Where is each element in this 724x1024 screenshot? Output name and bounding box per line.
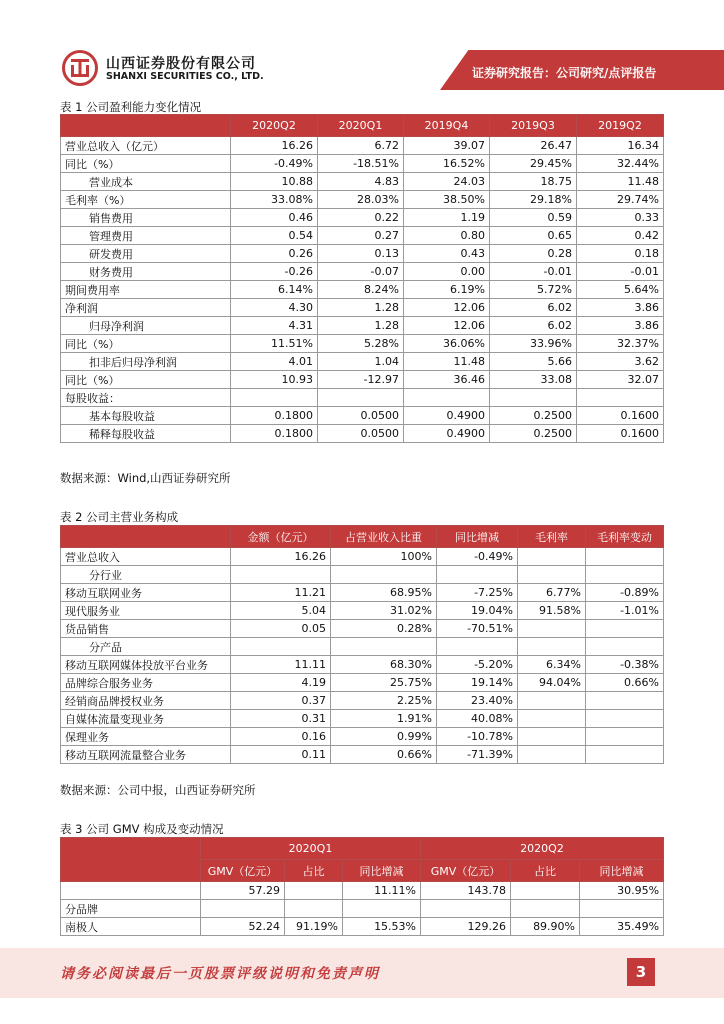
cell-value	[586, 620, 664, 638]
cell-value: 0.46	[231, 209, 318, 227]
cell-value: -0.07	[318, 263, 404, 281]
cell-value: -0.01	[577, 263, 664, 281]
row-label: 货品销售	[61, 620, 231, 638]
row-label: 同比（%）	[61, 335, 231, 353]
cell-value: 5.66	[490, 353, 577, 371]
table-row	[61, 371, 664, 389]
row-label: 分品牌	[61, 900, 201, 918]
cell-value: 12.06	[404, 299, 490, 317]
cell-value: 32.44%	[577, 155, 664, 173]
cell-value: 30.95%	[580, 882, 664, 900]
cell-value: 12.06	[404, 317, 490, 335]
cell-value: 29.45%	[490, 155, 577, 173]
cell-value: 6.02	[490, 299, 577, 317]
row-label: 销售费用	[61, 209, 231, 227]
row-label: 分产品	[61, 638, 231, 656]
cell-value: 0.4900	[404, 425, 490, 443]
table-row	[61, 245, 664, 263]
cell-value	[577, 389, 664, 407]
cell-value	[518, 710, 586, 728]
cell-value: 31.02%	[331, 602, 437, 620]
cell-value	[490, 389, 577, 407]
cell-value: 0.2500	[490, 425, 577, 443]
table-row	[61, 191, 664, 209]
cell-value: 0.37	[231, 692, 331, 710]
disclaimer-text: 请务必阅读最后一页股票评级说明和免责声明	[60, 966, 380, 982]
row-label: 同比（%）	[61, 371, 231, 389]
cell-value: 35.49%	[580, 918, 664, 936]
cell-value	[586, 710, 664, 728]
cell-value: 0.42	[577, 227, 664, 245]
cell-value	[586, 548, 664, 566]
cell-value: 94.04%	[518, 674, 586, 692]
cell-value	[586, 728, 664, 746]
cell-value: 0.18	[577, 245, 664, 263]
cell-value: -0.38%	[586, 656, 664, 674]
table-row	[61, 746, 664, 764]
row-label: 每股收益：	[61, 389, 231, 407]
table1-corner	[61, 115, 231, 137]
cell-value	[586, 638, 664, 656]
table1-col-header: 2019Q4	[404, 115, 490, 137]
cell-value	[586, 566, 664, 584]
cell-value	[421, 900, 511, 918]
table-row	[61, 710, 664, 728]
cell-value: 6.19%	[404, 281, 490, 299]
cell-value	[580, 900, 664, 918]
table-row	[61, 155, 664, 173]
row-label: 财务费用	[61, 263, 231, 281]
table-row	[61, 335, 664, 353]
table-row	[61, 566, 664, 584]
cell-value: 33.08	[490, 371, 577, 389]
cell-value: 5.72%	[490, 281, 577, 299]
company-name-cn: 山西证券股份有限公司	[106, 56, 256, 72]
row-label: 移动互联网业务	[61, 584, 231, 602]
cell-value: 11.48	[577, 173, 664, 191]
cell-value: 0.54	[231, 227, 318, 245]
table3-period-header: 2020Q2	[421, 838, 664, 860]
row-label: 稀释每股收益	[61, 425, 231, 443]
cell-value	[586, 692, 664, 710]
table-row	[61, 692, 664, 710]
table1-col-header: 2020Q2	[231, 115, 318, 137]
cell-value: 6.77%	[518, 584, 586, 602]
table-row	[61, 407, 664, 425]
cell-value: 28.03%	[318, 191, 404, 209]
cell-value: 4.19	[231, 674, 331, 692]
cell-value: 0.66%	[331, 746, 437, 764]
table3-subcol-header: 同比增减	[343, 860, 421, 882]
cell-value: 6.14%	[231, 281, 318, 299]
cell-value: 0.0500	[318, 425, 404, 443]
cell-value: 4.31	[231, 317, 318, 335]
table3-subcol-header: GMV（亿元）	[421, 860, 511, 882]
cell-value: 16.52%	[404, 155, 490, 173]
cell-value: 4.01	[231, 353, 318, 371]
cell-value: 23.40%	[437, 692, 518, 710]
cell-value	[437, 638, 518, 656]
table3-subcol-header: 同比增减	[580, 860, 664, 882]
table3-period-header: 2020Q1	[201, 838, 421, 860]
row-label: 自媒体流量变现业务	[61, 710, 231, 728]
cell-value: -71.39%	[437, 746, 518, 764]
table-row	[61, 620, 664, 638]
table-row	[61, 638, 664, 656]
table-row	[61, 137, 664, 155]
cell-value: 0.66%	[586, 674, 664, 692]
cell-value: 0.1600	[577, 407, 664, 425]
cell-value: 6.72	[318, 137, 404, 155]
table-row	[61, 389, 664, 407]
cell-value: 40.08%	[437, 710, 518, 728]
cell-value: 29.18%	[490, 191, 577, 209]
gmv-table	[60, 837, 664, 936]
cell-value: 6.34%	[518, 656, 586, 674]
table2-col-header: 同比增减	[437, 526, 518, 548]
cell-value: 0.33	[577, 209, 664, 227]
cell-value: 19.04%	[437, 602, 518, 620]
cell-value: 32.07	[577, 371, 664, 389]
table1-header-row	[61, 115, 664, 137]
table-row	[61, 425, 664, 443]
row-label: 南极人	[61, 918, 201, 936]
cell-value: -18.51%	[318, 155, 404, 173]
cell-value	[518, 638, 586, 656]
cell-value: 1.28	[318, 317, 404, 335]
cell-value: 25.75%	[331, 674, 437, 692]
cell-value: 1.91%	[331, 710, 437, 728]
cell-value: -1.01%	[586, 602, 664, 620]
cell-value	[518, 692, 586, 710]
cell-value	[285, 882, 343, 900]
cell-value: 32.37%	[577, 335, 664, 353]
table-row	[61, 656, 664, 674]
row-label: 营业总收入	[61, 548, 231, 566]
cell-value	[437, 566, 518, 584]
row-label	[61, 882, 201, 900]
table3-caption: 表 3 公司 GMV 构成及变动情况	[60, 822, 224, 836]
table2-col-header: 金额（亿元）	[231, 526, 331, 548]
cell-value: 24.03	[404, 173, 490, 191]
table-row	[61, 602, 664, 620]
cell-value: 6.02	[490, 317, 577, 335]
cell-value: 0.59	[490, 209, 577, 227]
cell-value: 26.47	[490, 137, 577, 155]
row-label: 归母净利润	[61, 317, 231, 335]
cell-value: 33.08%	[231, 191, 318, 209]
table-row	[61, 353, 664, 371]
cell-value: 0.2500	[490, 407, 577, 425]
cell-value: 129.26	[421, 918, 511, 936]
cell-value	[511, 882, 580, 900]
table-row	[61, 918, 664, 936]
cell-value: 36.06%	[404, 335, 490, 353]
cell-value: 0.65	[490, 227, 577, 245]
cell-value: 68.30%	[331, 656, 437, 674]
cell-value: 16.26	[231, 137, 318, 155]
row-label: 营业成本	[61, 173, 231, 191]
cell-value: 0.1800	[231, 407, 318, 425]
cell-value	[285, 900, 343, 918]
row-label: 扣非后归母净利润	[61, 353, 231, 371]
cell-value: 8.24%	[318, 281, 404, 299]
cell-value: 3.86	[577, 317, 664, 335]
cell-value	[231, 389, 318, 407]
table1-col-header: 2019Q2	[577, 115, 664, 137]
cell-value	[331, 566, 437, 584]
row-label: 移动互联网流量整合业务	[61, 746, 231, 764]
cell-value: 0.1600	[577, 425, 664, 443]
cell-value: 91.58%	[518, 602, 586, 620]
cell-value: 0.11	[231, 746, 331, 764]
cell-value: 33.96%	[490, 335, 577, 353]
table2-col-header: 占营业收入比重	[331, 526, 437, 548]
cell-value: 36.46	[404, 371, 490, 389]
cell-value: 4.30	[231, 299, 318, 317]
cell-value: 0.13	[318, 245, 404, 263]
cell-value: 0.05	[231, 620, 331, 638]
cell-value: -7.25%	[437, 584, 518, 602]
table-row	[61, 728, 664, 746]
cell-value: 89.90%	[511, 918, 580, 936]
table2-corner	[61, 526, 231, 548]
cell-value: 1.28	[318, 299, 404, 317]
cell-value: 11.51%	[231, 335, 318, 353]
business-composition-table	[60, 525, 664, 764]
cell-value	[511, 900, 580, 918]
table3-subcol-header: 占比	[285, 860, 343, 882]
row-label: 研发费用	[61, 245, 231, 263]
cell-value: 19.14%	[437, 674, 518, 692]
cell-value: 10.93	[231, 371, 318, 389]
row-label: 毛利率（%）	[61, 191, 231, 209]
row-label: 保理业务	[61, 728, 231, 746]
cell-value: -0.01	[490, 263, 577, 281]
table-row	[61, 299, 664, 317]
cell-value	[518, 746, 586, 764]
cell-value: 0.27	[318, 227, 404, 245]
cell-value	[231, 638, 331, 656]
row-label: 管理费用	[61, 227, 231, 245]
cell-value: 29.74%	[577, 191, 664, 209]
table2-caption: 表 2 公司主营业务构成	[60, 510, 179, 524]
table-row	[61, 674, 664, 692]
table2-header-row	[61, 526, 664, 548]
cell-value: -12.97	[318, 371, 404, 389]
cell-value: 0.28%	[331, 620, 437, 638]
row-label: 同比（%）	[61, 155, 231, 173]
cell-value: 16.26	[231, 548, 331, 566]
cell-value: -0.26	[231, 263, 318, 281]
cell-value: 18.75	[490, 173, 577, 191]
cell-value: 0.28	[490, 245, 577, 263]
row-label: 期间费用率	[61, 281, 231, 299]
cell-value: 0.43	[404, 245, 490, 263]
cell-value: 100%	[331, 548, 437, 566]
cell-value: 0.80	[404, 227, 490, 245]
cell-value: -0.89%	[586, 584, 664, 602]
cell-value: 57.29	[201, 882, 285, 900]
cell-value: 4.83	[318, 173, 404, 191]
table-row	[61, 900, 664, 918]
cell-value	[404, 389, 490, 407]
row-label: 品牌综合服务业务	[61, 674, 231, 692]
row-label: 净利润	[61, 299, 231, 317]
cell-value	[331, 638, 437, 656]
cell-value: 0.16	[231, 728, 331, 746]
cell-value: 52.24	[201, 918, 285, 936]
table1-caption: 表 1 公司盈利能力变化情况	[60, 100, 202, 114]
cell-value	[518, 566, 586, 584]
cell-value: 1.19	[404, 209, 490, 227]
cell-value: 0.0500	[318, 407, 404, 425]
table-row	[61, 209, 664, 227]
table3-subcol-header: GMV（亿元）	[201, 860, 285, 882]
table-row	[61, 263, 664, 281]
cell-value	[231, 566, 331, 584]
table2-col-header: 毛利率变动	[586, 526, 664, 548]
cell-value: 11.21	[231, 584, 331, 602]
page-header	[0, 0, 724, 100]
cell-value: 5.64%	[577, 281, 664, 299]
cell-value: 3.86	[577, 299, 664, 317]
cell-value	[518, 728, 586, 746]
table-row	[61, 281, 664, 299]
cell-value: 15.53%	[343, 918, 421, 936]
table-row	[61, 317, 664, 335]
cell-value	[318, 389, 404, 407]
row-label: 移动互联网媒体投放平台业务	[61, 656, 231, 674]
cell-value: 16.34	[577, 137, 664, 155]
table3-subcol-header: 占比	[511, 860, 580, 882]
cell-value: 38.50%	[404, 191, 490, 209]
cell-value: 10.88	[231, 173, 318, 191]
table-row	[61, 882, 664, 900]
cell-value: 39.07	[404, 137, 490, 155]
cell-value: 5.28%	[318, 335, 404, 353]
table2-col-header: 毛利率	[518, 526, 586, 548]
table-row	[61, 548, 664, 566]
cell-value: 11.11	[231, 656, 331, 674]
cell-value: 1.04	[318, 353, 404, 371]
cell-value: -0.49%	[437, 548, 518, 566]
cell-value: 0.31	[231, 710, 331, 728]
cell-value: -10.78%	[437, 728, 518, 746]
cell-value	[586, 746, 664, 764]
cell-value	[518, 620, 586, 638]
cell-value: 0.1800	[231, 425, 318, 443]
cell-value: 143.78	[421, 882, 511, 900]
cell-value: 11.48	[404, 353, 490, 371]
cell-value: 5.04	[231, 602, 331, 620]
cell-value	[201, 900, 285, 918]
table-row	[61, 227, 664, 245]
page-number: 3	[627, 958, 655, 986]
cell-value: 3.62	[577, 353, 664, 371]
table3-period-row	[61, 838, 664, 860]
cell-value: 91.19%	[285, 918, 343, 936]
table-row	[61, 584, 664, 602]
company-name-en: SHANXI SECURITIES CO., LTD.	[106, 71, 264, 82]
table1-source: 数据来源：Wind,山西证券研究所	[60, 471, 231, 485]
table1-col-header: 2019Q3	[490, 115, 577, 137]
cell-value: 0.00	[404, 263, 490, 281]
table2-source: 数据来源：公司中报，山西证券研究所	[60, 783, 256, 797]
cell-value	[518, 548, 586, 566]
row-label: 现代服务业	[61, 602, 231, 620]
report-type-label: 证券研究报告：公司研究/点评报告	[472, 66, 657, 80]
cell-value: 0.99%	[331, 728, 437, 746]
table1-col-header: 2020Q1	[318, 115, 404, 137]
cell-value: 0.22	[318, 209, 404, 227]
cell-value: -0.49%	[231, 155, 318, 173]
row-label: 基本每股收益	[61, 407, 231, 425]
row-label: 分行业	[61, 566, 231, 584]
company-logo-icon	[62, 50, 98, 86]
cell-value: -5.20%	[437, 656, 518, 674]
row-label: 营业总收入（亿元）	[61, 137, 231, 155]
cell-value: 2.25%	[331, 692, 437, 710]
cell-value: 0.4900	[404, 407, 490, 425]
cell-value: 0.26	[231, 245, 318, 263]
row-label: 经销商品牌授权业务	[61, 692, 231, 710]
table3-corner	[61, 838, 201, 882]
profitability-table	[60, 114, 664, 443]
cell-value: 68.95%	[331, 584, 437, 602]
cell-value: 11.11%	[343, 882, 421, 900]
cell-value	[343, 900, 421, 918]
table-row	[61, 173, 664, 191]
cell-value: -70.51%	[437, 620, 518, 638]
